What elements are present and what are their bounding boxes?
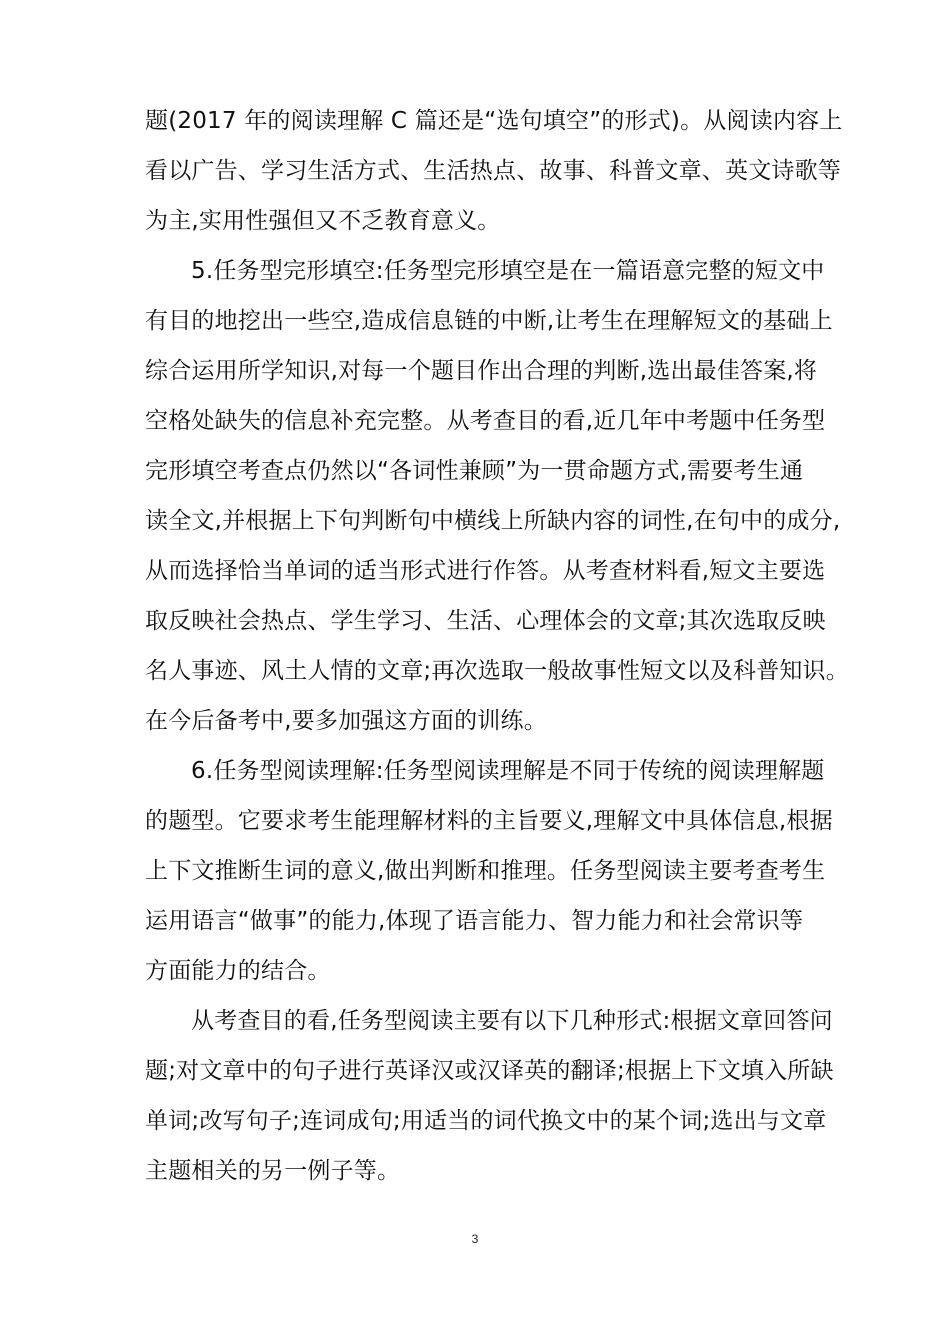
text-line: 运用语言“做事”的能力,体现了语言能力、智力能力和社会常识等 (145, 908, 804, 934)
text-line: 题;对文章中的句子进行英译汉或汉译英的翻译;根据上下文填入所缺 (145, 1058, 834, 1084)
text-line: 6.任务型阅读理解:任务型阅读理解是不同于传统的阅读理解题 (191, 758, 825, 784)
text-line: 看以广告、学习生活方式、生活热点、故事、科普文章、英文诗歌等 (145, 158, 841, 184)
text-line: 在今后备考中,要多加强这方面的训练。 (145, 708, 547, 734)
paragraph-reading-comprehension-tail (145, 96, 843, 246)
text-line: 从考查目的看,任务型阅读主要有以下几种形式:根据文章回答问 (191, 1008, 833, 1034)
page-number: 3 (471, 1232, 479, 1246)
text-line: 主题相关的另一例子等。 (145, 1158, 401, 1184)
paragraph-task-reading (145, 746, 833, 996)
text-line: 5.任务型完形填空:任务型完形填空是在一篇语意完整的短文中 (191, 258, 825, 284)
paragraph-task-reading-forms (145, 996, 834, 1196)
text-line: 名人事迹、风土人情的文章;再次选取一般故事性短文以及科普知识。 (145, 658, 849, 684)
text-line: 单词;改写句子;连词成句;用适当的词代换文中的某个词;选出与文章 (145, 1108, 827, 1134)
text-line: 题(2017 年的阅读理解 C 篇还是“选句填空”的形式)。从阅读内容上 (145, 108, 843, 134)
document-body (145, 96, 849, 1196)
text-line: 完形填空考查点仍然以“各词性兼顾”为一贯命题方式,需要考生通 (145, 458, 804, 484)
text-line: 空格处缺失的信息补充完整。从考查目的看,近几年中考题中任务型 (145, 408, 826, 434)
text-line: 综合运用所学知识,对每一个题目作出合理的判断,选出最佳答案,将 (145, 358, 818, 384)
text-line: 读全文,并根据上下句判断句中横线上所缺内容的词性,在句中的成分, (145, 508, 841, 534)
text-line: 为主,实用性强但又不乏教育意义。 (145, 208, 501, 234)
text-line: 从而选择恰当单词的适当形式进行作答。从考查材料看,短文主要选 (145, 558, 826, 584)
text-line: 方面能力的结合。 (145, 958, 331, 984)
text-line: 取反映社会热点、学生学习、生活、心理体会的文章;其次选取反映 (145, 608, 826, 634)
paragraph-task-cloze (145, 246, 849, 746)
text-line: 的题型。它要求考生能理解材料的主旨要义,理解文中具体信息,根据 (145, 808, 833, 834)
text-line: 有目的地挖出一些空,造成信息链的中断,让考生在理解短文的基础上 (145, 308, 833, 334)
text-line: 上下文推断生词的意义,做出判断和推理。任务型阅读主要考查考生 (145, 858, 826, 884)
